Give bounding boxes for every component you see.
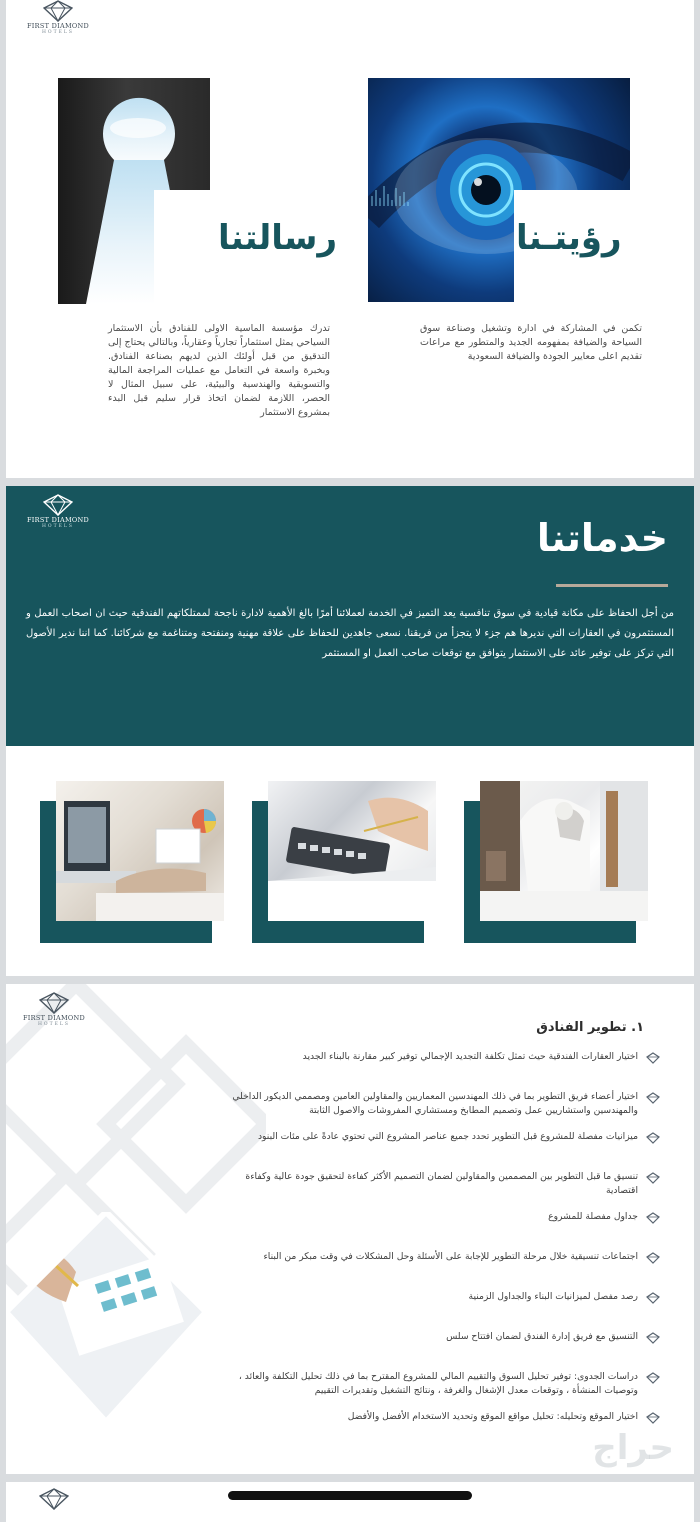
service-photo-hotel — [464, 781, 640, 943]
diamond-bullet-icon — [646, 1372, 660, 1384]
brand-name: FIRST DIAMOND — [26, 516, 90, 524]
service-photo-laptop — [40, 781, 216, 943]
services-title: خدماتنا — [536, 516, 668, 560]
mission-title: رسالتنا — [218, 218, 338, 258]
list-item — [230, 1330, 660, 1358]
diamond-bullet-icon — [646, 1132, 660, 1144]
calculator-illustration-icon — [268, 781, 436, 921]
brand-name: FIRST DIAMOND — [22, 1014, 86, 1022]
list-item-text: التنسيق مع فريق إدارة الفندق لضمان افتتاح سلس — [446, 1331, 638, 1342]
service-photo-calculator — [252, 781, 428, 943]
list-item-text: دراسات الجدوى: توفير تحليل السوق والتقييم المالي للمشروع المقترح بما في ذلك تحليل التكلفة والعائد ، وتوصيات المنشأة ، وتوقعات معدل الإشغال والغرفة ، ونتائج التشغيل وتقديرات التقييم — [238, 1371, 638, 1396]
services-title-underline — [556, 584, 668, 587]
hotel-staff-illustration-icon — [480, 781, 648, 921]
vision-text: تكمن في المشاركة في ادارة وتشغيل وصناعة سوق السياحة والضيافة بمفهومه الجديد والمتطور مع مراعات تقديم اعلى معايير الجودة والضيافة السعودية — [420, 323, 642, 362]
mission-text: تدرك مؤسسة الماسية الاولى للفنادق بأن الاستثمار السياحي يمثل استثماراً تجارياً وعقارياً، وبالتالي يحتاج إلى التدقيق من قبل أولئك الذين لديهم بصناعة الفنادق. وبخبرة واسعة في التعامل مع عمليات المراجعة المالية والتسويقية والهندسية والبيئية، على سبيل المثال لا الحصر، اللازمة لضمان اتخاذ قرار سليم قبل البدء بمشروع الاستثمار — [108, 323, 330, 418]
list-item-text: اختيار العقارات الفندقية حيث تمثل تكلفة التجديد الإجمالي توفير كبير مقارنة بالبناء الجديد — [302, 1051, 638, 1062]
service-photo — [56, 781, 224, 921]
list-item-text: اجتماعات تنسيقية خلال مرحلة التطوير للإجابة على الأسئلة وحل المشكلات في وقت مبكر من البناء — [263, 1251, 638, 1262]
watermark: حراج — [592, 1428, 674, 1468]
diamond-logo-icon — [43, 494, 73, 516]
list-item — [230, 1170, 660, 1198]
list-item — [230, 1290, 660, 1318]
diamond-bullet-icon — [646, 1052, 660, 1064]
list-item-text: جداول مفصلة للمشروع — [548, 1211, 638, 1222]
diamond-bullet-icon — [646, 1412, 660, 1424]
diamond-bullet-icon — [646, 1252, 660, 1264]
page-hotel-development — [6, 984, 694, 1474]
list-item — [230, 1370, 660, 1398]
brand-logo — [14, 1488, 94, 1510]
diamond-logo-icon — [43, 0, 73, 22]
service-photo — [268, 781, 436, 921]
list-item — [230, 1210, 660, 1238]
page-services — [6, 486, 694, 976]
list-item-text: رصد مفصل لميزانيات البناء والجداول الزمنية — [468, 1291, 638, 1302]
list-item — [230, 1050, 660, 1078]
diamond-bullet-icon — [646, 1092, 660, 1104]
list-item-text: ميزانيات مفصلة للمشروع قبل التطوير تحدد جميع عناصر المشروع التي تحتوي عادةً على مئات البنود — [257, 1131, 638, 1142]
services-text: من أجل الحفاظ على مكانة قيادية في سوق تنافسية يعد التميز في الخدمة لعملائنا أمرًا بالغ الأهمية لادارة ناجحة لممتلكاتهم الفندقية حيث ان اصحاب العمل و المستثمرون في العقارات التي نديرها هم جزء لا يتجزأ من فريقنا. نسعى جاهدين للحفاظ على علاقة مهنية ومنفتحة ومتناغمة مع شركائنا. كما اننا ندير الأصول التي تركز على توفير عائد على الاستثمار يتوافق مع توقعات صاحب العمل او المستثمر — [26, 608, 674, 659]
diamond-bullet-icon — [646, 1332, 660, 1344]
list-item-text: تنسيق ما قبل التطوير بين المصممين والمقاولين لضمان التصميم الأكثر كفاءة لتحقيق جودة عالية وكفاءة اقتصادية — [245, 1171, 638, 1196]
list-item — [230, 1130, 660, 1158]
home-indicator[interactable] — [228, 1491, 472, 1500]
brand-logo — [14, 992, 94, 1027]
diamond-logo-icon — [39, 1488, 69, 1510]
page-vision-mission — [6, 0, 694, 478]
laptop-desk-illustration-icon — [56, 781, 224, 921]
development-title: ١. تطوير الفنادق — [536, 1020, 644, 1035]
development-list — [230, 1050, 660, 1450]
brand-subtitle: HOTELS — [42, 30, 74, 35]
brand-logo — [18, 0, 98, 35]
list-item — [230, 1250, 660, 1278]
diamond-bullet-icon — [646, 1212, 660, 1224]
vision-title: رؤيتـنا — [516, 218, 622, 258]
brand-logo — [18, 494, 98, 529]
diamond-bullet-icon — [646, 1292, 660, 1304]
page-next-partial — [6, 1482, 694, 1522]
list-item-text: اختيار أعضاء فريق التطوير بما في ذلك المهندسين المعماريين والمقاولين العامين ومصممي الديكور الداخلي والمهندسين واستشاريين عمل وتصميم المطابخ ومستشاري المفروشات والاصول الثابتة — [232, 1091, 638, 1116]
service-photo — [480, 781, 648, 921]
brand-name: FIRST DIAMOND — [26, 22, 90, 30]
planning-diamond-image — [6, 1212, 216, 1432]
brand-subtitle: HOTELS — [42, 524, 74, 529]
list-item — [230, 1090, 660, 1118]
diamond-bullet-icon — [646, 1172, 660, 1184]
list-item-text: اختيار الموقع وتحليله: تحليل مواقع الموقع وتحديد الاستخدام الأفضل والأفضل — [347, 1411, 638, 1422]
diamond-logo-icon — [39, 992, 69, 1014]
brand-subtitle: HOTELS — [38, 1022, 70, 1027]
